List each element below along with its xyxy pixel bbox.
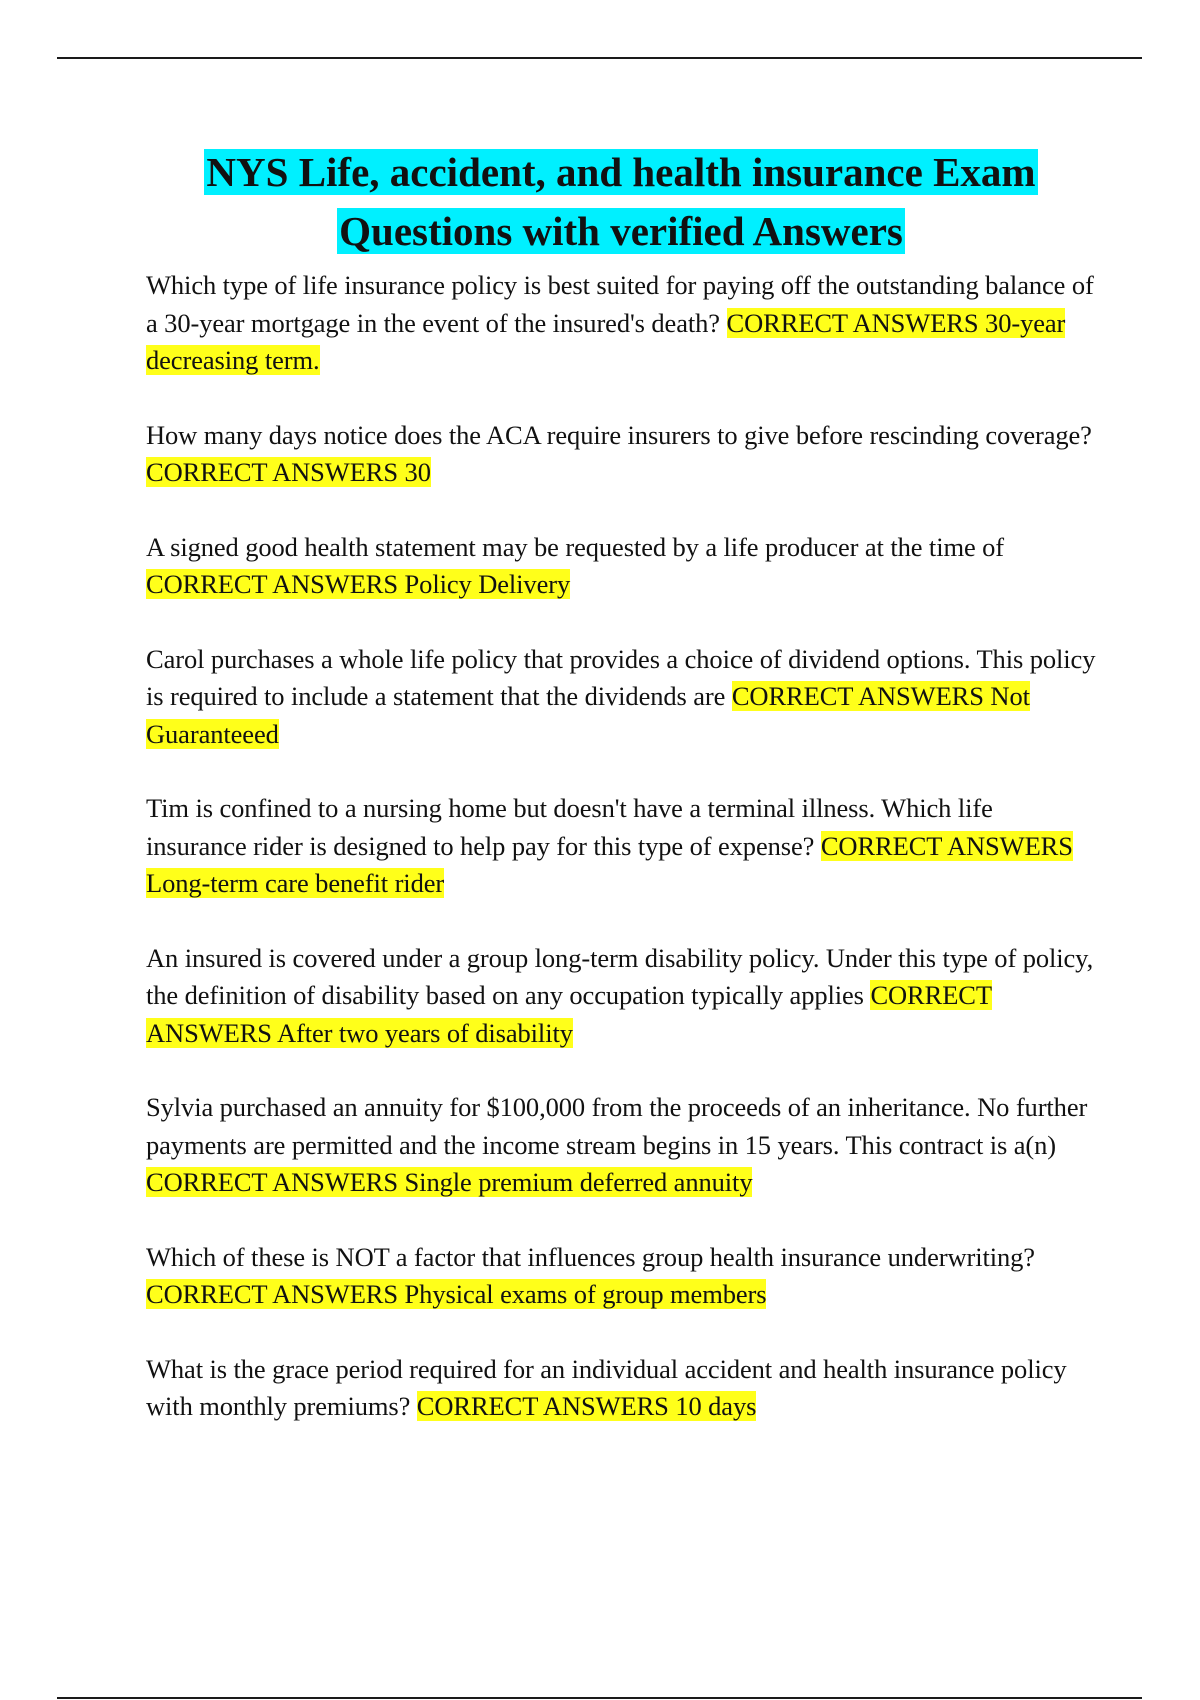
qa-item [146, 1351, 1096, 1426]
answer-text: CORRECT ANSWERS Physical exams of group members [146, 1279, 767, 1309]
qa-list [146, 267, 1096, 1426]
answer-text: CORRECT ANSWERS Long-term care benefit rider [146, 830, 1073, 898]
qa-item [146, 790, 1096, 903]
question-text: Tim is confined to a nursing home but doesn't have a terminal illness. Which life insurance rider is designed to help pay for this type of expense? [146, 793, 993, 861]
qa-item [146, 529, 1096, 604]
answer-text: CORRECT ANSWERS Not Guaranteeed [146, 681, 1030, 749]
question-text: What is the grace period required for an individual accident and health insurance policy with monthly premiums? [146, 1353, 1067, 1421]
qa-item [146, 940, 1096, 1053]
question-text: How many days notice does the ACA require insurers to give before rescinding coverage? [146, 419, 1092, 450]
question-text: Sylvia purchased an annuity for $100,000 from the proceeds of an inheritance. No further payments are permitted and the income stream begins in 15 years. This contract is a(n) [146, 1092, 1088, 1160]
question-text: Carol purchases a whole life policy that provides a choice of dividend options. This policy is required to include a statement that the dividends are [146, 643, 1096, 711]
answer-text: CORRECT ANSWERS Policy Delivery [146, 569, 571, 599]
question-text: A signed good health statement may be requested by a life producer at the time of [146, 531, 1005, 562]
answer-text: CORRECT ANSWERS After two years of disability [146, 980, 992, 1048]
qa-item [146, 1239, 1096, 1314]
qa-item [146, 267, 1096, 380]
footer-rule [57, 1697, 1142, 1699]
answer-text: CORRECT ANSWERS 30-year decreasing term. [146, 307, 1066, 375]
question-text: An insured is covered under a group long-term disability policy. Under this type of policy, the definition of disability based on any occupation typically applies [146, 942, 1094, 1010]
question-text: Which of these is NOT a factor that influences group health insurance underwriting? [146, 1241, 1035, 1272]
answer-text: CORRECT ANSWERS 30 [146, 457, 431, 487]
answer-text: CORRECT ANSWERS Single premium deferred annuity [146, 1167, 753, 1197]
title-line: NYS Life, accident, and health insurance Exam [206, 149, 1036, 195]
question-text: Which type of life insurance policy is best suited for paying off the outstanding balance of a 30-year mortgage in the event of the insured's death? [146, 270, 1094, 338]
qa-item [146, 641, 1096, 754]
document-body [146, 143, 1096, 1463]
answer-text: CORRECT ANSWERS 10 days [416, 1391, 757, 1421]
qa-item [146, 1089, 1096, 1202]
header-rule [57, 57, 1142, 59]
document-title [146, 143, 1096, 261]
qa-item [146, 417, 1096, 492]
title-line: Questions with verified Answers [339, 208, 903, 254]
